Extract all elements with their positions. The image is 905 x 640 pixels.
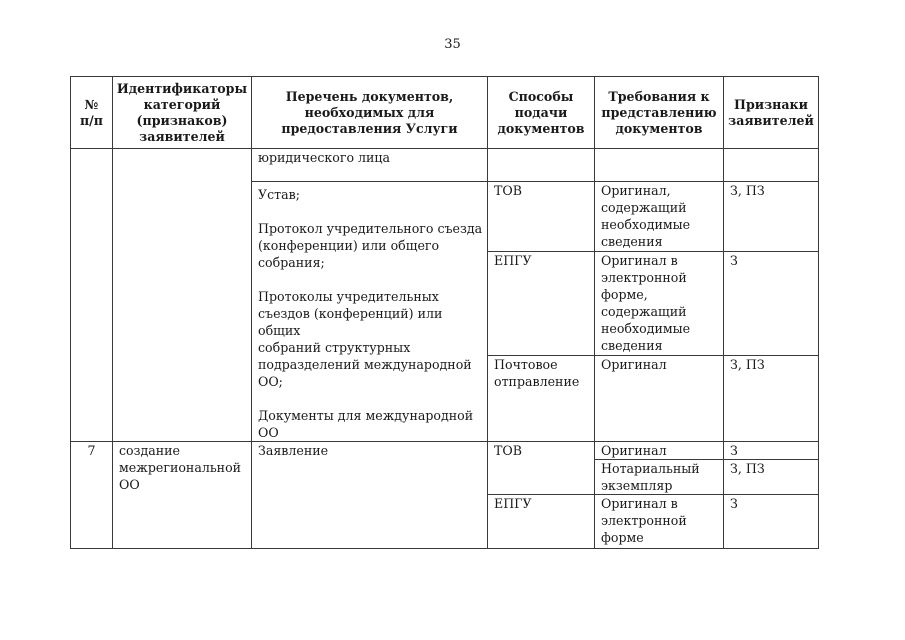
signs-cell: З, ПЗ bbox=[724, 182, 819, 252]
category-cell-continued bbox=[113, 149, 252, 442]
method-cell: ТОВ bbox=[488, 182, 595, 252]
method-cell bbox=[488, 149, 595, 182]
header-applicant-signs: Признаки заявителей bbox=[724, 77, 819, 149]
requirement-cell bbox=[595, 149, 724, 182]
signs-cell bbox=[724, 149, 819, 182]
number-cell: 7 bbox=[71, 442, 113, 549]
header-number: № п/п bbox=[71, 77, 113, 149]
header-submission-method: Способы подачи документов bbox=[488, 77, 595, 149]
signs-cell: З, ПЗ bbox=[724, 356, 819, 442]
table-row bbox=[71, 149, 819, 182]
table-header-row bbox=[71, 77, 819, 149]
requirement-cell: Оригинал bbox=[595, 356, 724, 442]
method-cell: ТОВ bbox=[488, 442, 595, 495]
requirement-cell: Оригинал bbox=[595, 442, 724, 460]
header-document-list: Перечень документов, необходимых для предоставления Услуги bbox=[252, 77, 488, 149]
signs-cell: З bbox=[724, 495, 819, 549]
page-number: 35 bbox=[444, 37, 461, 52]
requirement-cell: Оригинал, содержащий необходимые сведения bbox=[595, 182, 724, 252]
requirement-cell: Оригинал в электронной форме bbox=[595, 495, 724, 549]
signs-cell: З bbox=[724, 252, 819, 356]
requirement-cell: Оригинал в электронной форме, содержащий необходимые сведения bbox=[595, 252, 724, 356]
signs-cell: З bbox=[724, 442, 819, 460]
method-cell: ЕПГУ bbox=[488, 252, 595, 356]
requirement-cell: Нотариальный экземпляр bbox=[595, 460, 724, 495]
document-cell: юридического лица bbox=[252, 149, 488, 182]
number-cell-continued bbox=[71, 149, 113, 442]
header-applicant-category: Идентификаторы категорий (признаков) заявителей bbox=[113, 77, 252, 149]
category-cell: создание межрегиональной ОО bbox=[113, 442, 252, 549]
signs-cell: З, ПЗ bbox=[724, 460, 819, 495]
method-cell: Почтовое отправление bbox=[488, 356, 595, 442]
table-row bbox=[71, 442, 819, 460]
method-cell: ЕПГУ bbox=[488, 495, 595, 549]
header-document-requirements: Требования к представлению документов bbox=[595, 77, 724, 149]
document-cell: Устав; Протокол учредительного съезда (конференции) или общего собрания; Протоколы учредительных съездов (конференций) или общих собраний структурных подразделений международной ОО; Документы для международной ОО bbox=[252, 182, 488, 442]
documents-table bbox=[70, 76, 819, 549]
document-cell: Заявление bbox=[252, 442, 488, 549]
